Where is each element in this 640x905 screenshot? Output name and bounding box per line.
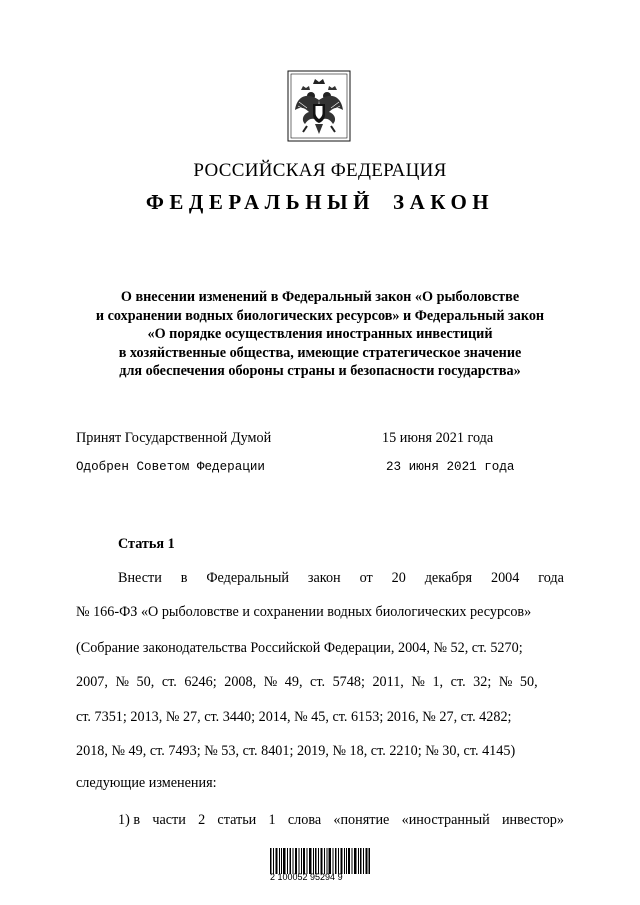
document-type — [0, 190, 640, 215]
text-word: 20 — [391, 570, 406, 586]
text-word: от — [359, 570, 373, 586]
text-word: декабря — [424, 570, 473, 586]
duma-adoption-date: 15 июня 2021 года — [382, 430, 494, 446]
duma-adoption-row — [76, 430, 494, 447]
text-word: «иностранный — [401, 812, 490, 828]
text-word: статьи — [217, 812, 257, 828]
text-word: 1) в — [118, 812, 141, 828]
text-word: Внести — [118, 570, 162, 586]
barcode-number: 2 100052 95294 9 — [270, 872, 343, 882]
text-word: Федеральный — [206, 570, 289, 586]
law-title-line: для обеспечения обороны страны и безопасности государства» — [119, 363, 521, 379]
article-text-line3: (Собрание законодательства Российской Федерации, 2004, № 52, ст. 5270; — [76, 640, 523, 656]
law-title-line: «О порядке осуществления иностранных инвестиций — [147, 326, 493, 342]
text-word: части — [152, 812, 186, 828]
council-approval-date: 23 июня 2021 года — [386, 460, 515, 474]
text-word: инвестор» — [501, 812, 564, 828]
article-text-line4: 2007, № 50, ст. 6246; 2008, № 49, ст. 5748; 2011, № 1, ст. 32; № 50, — [76, 674, 538, 690]
article-heading: Статья 1 — [118, 536, 175, 552]
law-title-line: в хозяйственные общества, имеющие стратегическое значение — [118, 344, 522, 361]
text-word: 2004 — [490, 570, 520, 586]
article-text-line5: ст. 7351; 2013, № 27, ст. 3440; 2014, № 45, ст. 6153; 2016, № 27, ст. 4282; — [76, 709, 512, 725]
law-title — [60, 288, 580, 381]
article-text-line1 — [118, 570, 564, 587]
text-word: в — [180, 570, 188, 586]
article-text-line6: 2018, № 49, ст. 7493; № 53, ст. 8401; 2019, № 18, ст. 2210; № 30, ст. 4145) — [76, 743, 516, 759]
text-word: года — [538, 570, 564, 586]
text-word: 2 — [198, 812, 206, 828]
document-type-word2: ЗАКОН — [393, 190, 495, 214]
council-approval-label: Одобрен Советом Федерации — [76, 460, 265, 474]
text-word: слова — [287, 812, 322, 828]
text-word: 1 — [268, 812, 276, 828]
council-approval-row — [76, 460, 515, 474]
article-text-line2: № 166-ФЗ «О рыболовстве и сохранении водных биологических ресурсов» — [76, 604, 532, 620]
law-title-line: О внесении изменений в Федеральный закон «О рыболовстве — [120, 289, 520, 305]
text-word: «понятие — [333, 812, 390, 828]
document-type-word1: ФЕДЕРАЛЬНЫЙ — [145, 190, 375, 214]
text-word: закон — [307, 570, 341, 586]
country-name: РОССИЙСКАЯ ФЕДЕРАЦИЯ — [193, 160, 447, 181]
duma-adoption-label: Принят Государственной Думой — [76, 430, 272, 446]
article-item1-line — [118, 812, 564, 829]
law-title-line: и сохранении водных биологических ресурсов» и Федеральный закон — [95, 307, 545, 324]
coat-of-arms-emblem — [287, 70, 351, 142]
article-text-line7: следующие изменения: — [76, 775, 217, 791]
